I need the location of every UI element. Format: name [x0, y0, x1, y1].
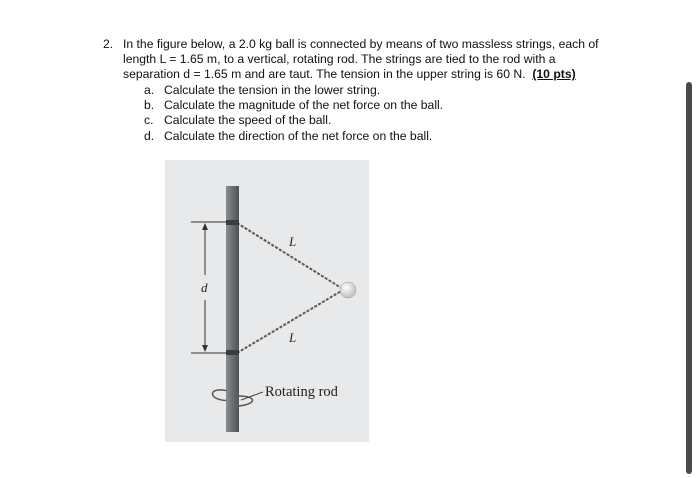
rotating-rod-figure	[165, 160, 369, 442]
rotating-rod-caption: Rotating rod	[265, 384, 338, 400]
part-d-label: d.	[144, 128, 155, 143]
part-d	[144, 129, 624, 144]
part-d-text: Calculate the direction of the net force on the ball.	[164, 128, 433, 143]
separation-label: d	[201, 280, 208, 295]
upper-string	[237, 223, 343, 289]
part-a-label: a.	[144, 83, 155, 97]
lower-string-label: L	[289, 330, 297, 345]
dimension-arrow-down-icon	[202, 345, 208, 352]
upper-string-label: L	[289, 234, 297, 249]
stem-line-1: In the figure below, a 2.0 kg ball is connected by means of two massless strings, each of	[123, 37, 599, 51]
stem-line-3-text: separation d = 1.65 m and are taut. The tension in the upper string is 60 N.	[123, 67, 526, 82]
part-a	[144, 83, 624, 98]
part-a-text: Calculate the tension in the lower string.	[164, 83, 381, 97]
stem-line-3	[123, 67, 643, 82]
part-b	[144, 98, 624, 113]
part-c-label: c.	[144, 113, 154, 128]
vertical-scrollbar[interactable]	[686, 82, 692, 474]
problem-number: 2.	[103, 37, 114, 51]
part-b-text: Calculate the magnitude of the net force on the ball.	[164, 98, 444, 113]
points-badge: (10 pts)	[532, 67, 576, 82]
ball	[340, 282, 356, 298]
part-b-label: b.	[144, 98, 155, 113]
part-c	[144, 113, 624, 128]
dimension-arrow-up-icon	[202, 223, 208, 230]
stem-line-2: length L = 1.65 m, to a vertical, rotating rod. The strings are tied to the rod with a	[123, 52, 556, 67]
rotation-arrow-front	[239, 396, 253, 406]
problem-stem	[123, 37, 643, 83]
lower-knot	[226, 350, 239, 355]
part-c-text: Calculate the speed of the ball.	[164, 113, 332, 128]
problem-parts	[144, 83, 624, 144]
upper-knot	[226, 220, 239, 225]
